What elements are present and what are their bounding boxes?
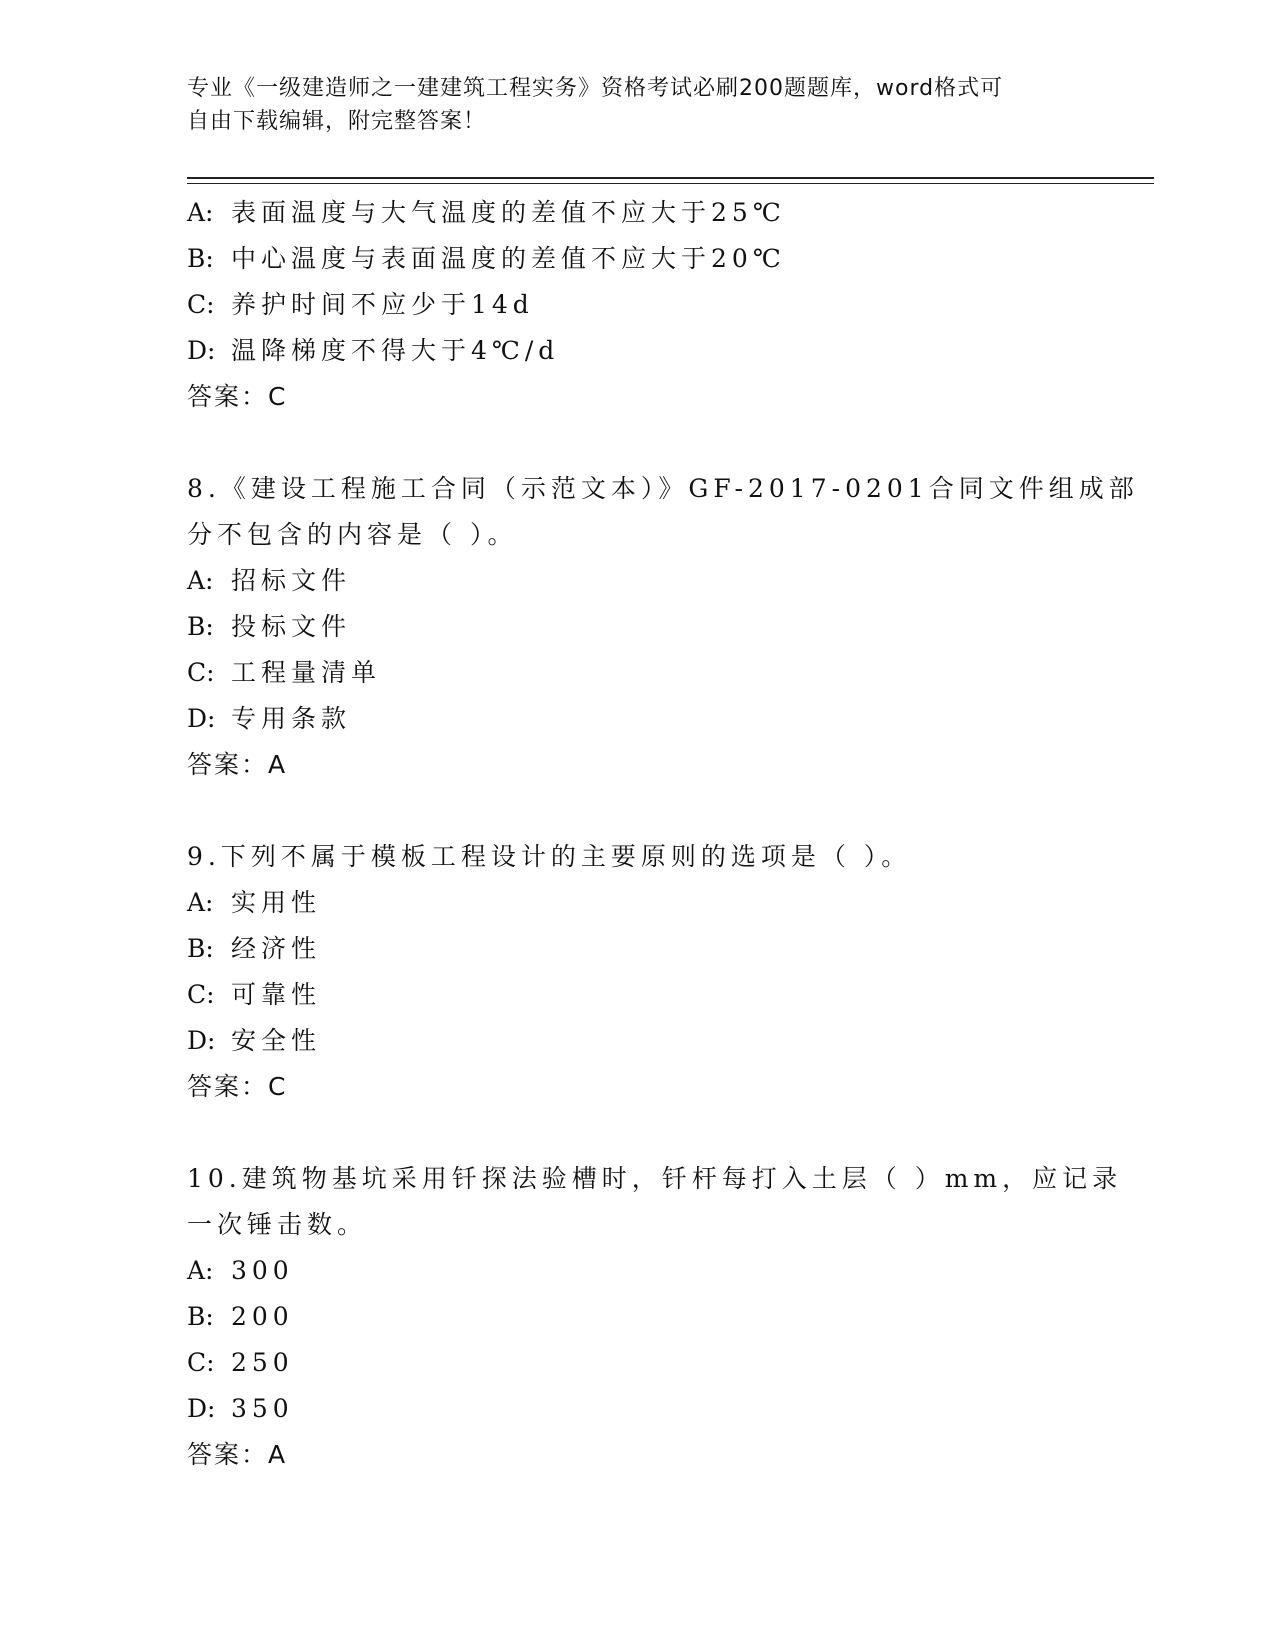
option-c: C: 养护时间不应少于14d: [187, 290, 534, 319]
option-d: D: 350: [187, 1394, 294, 1423]
option-d: D: 安全性: [187, 1026, 322, 1055]
question-stem-cont: 分不包含的内容是（ ）。: [187, 520, 518, 549]
question-8: [187, 466, 1139, 788]
option-b: B: 200: [187, 1302, 294, 1331]
option-c: C: 250: [187, 1348, 294, 1377]
option-d: D: 温降梯度不得大于4℃/d: [187, 336, 560, 365]
question-list: [187, 190, 1139, 1478]
header-line-2: 自由下载编辑，附完整答案！: [187, 109, 487, 134]
option-b: B: 经济性: [187, 934, 322, 963]
option-b: B: 中心温度与表面温度的差值不应大于20℃: [187, 244, 786, 273]
answer: 答案：C: [187, 1072, 288, 1101]
question-stem: 9.下列不属于模板工程设计的主要原则的选项是（ ）。: [187, 842, 912, 871]
document-header: [187, 72, 1067, 138]
answer: 答案：A: [187, 1440, 288, 1469]
question-7: [187, 190, 1087, 420]
answer: 答案：A: [187, 750, 288, 779]
option-c: C: 工程量清单: [187, 658, 382, 687]
header-divider: [187, 177, 1154, 184]
option-d: D: 专用条款: [187, 704, 352, 733]
question-9: [187, 834, 1087, 1110]
option-a: A: 招标文件: [187, 566, 352, 595]
answer: 答案：C: [187, 382, 288, 411]
option-a: A: 300: [187, 1256, 294, 1285]
question-10: [187, 1156, 1123, 1478]
option-a: A: 表面温度与大气温度的差值不应大于25℃: [187, 198, 786, 227]
question-stem: 8.《建设工程施工合同（示范文本）》GF-2017-0201合同文件组成部: [187, 474, 1139, 503]
option-c: C: 可靠性: [187, 980, 322, 1009]
question-stem-cont: 一次锤击数。: [187, 1210, 368, 1239]
question-stem: 10.建筑物基坑采用钎探法验槽时，钎杆每打入土层（ ）mm，应记录: [187, 1164, 1123, 1193]
option-a: A: 实用性: [187, 888, 322, 917]
option-b: B: 投标文件: [187, 612, 352, 641]
header-line-1: 专业《一级建造师之一建建筑工程实务》资格考试必刷200题题库，word格式可: [187, 76, 1004, 101]
